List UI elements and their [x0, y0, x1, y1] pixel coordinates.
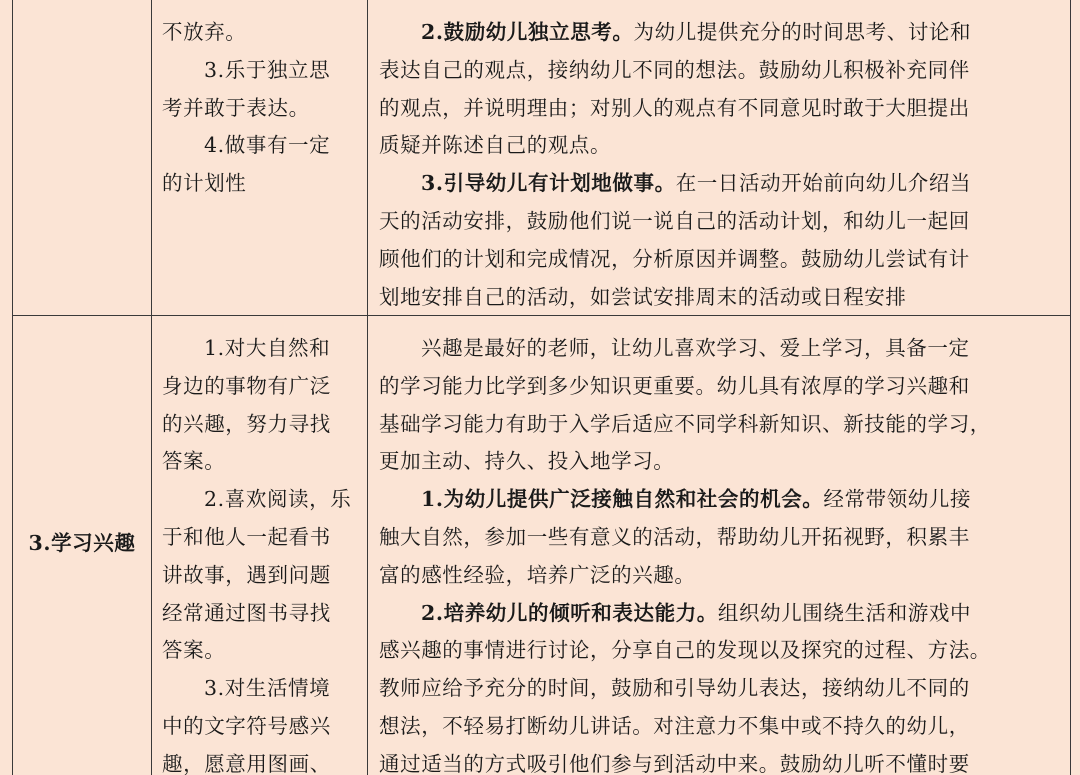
- goals-cell: [152, 316, 368, 775]
- guidance-line: 教师应给予充分的时间，鼓励和引导幼儿表达，接纳幼儿不同的: [379, 676, 970, 701]
- goal-line: 经常通过图书寻找: [162, 600, 331, 625]
- goal-line: 的兴趣，努力寻找: [162, 411, 331, 436]
- goal-line: 3.乐于独立思: [204, 57, 331, 82]
- goal-line: 趣，愿意用图画、: [162, 751, 331, 775]
- guidance-line: 的学习能力比学到多少知识更重要。幼儿具有浓厚的学习兴趣和: [379, 373, 970, 398]
- guidance-cell: [368, 0, 1070, 315]
- goal-line: 身边的事物有广泛: [162, 373, 331, 398]
- goal-line: 答案。: [162, 638, 226, 663]
- guidance-line: 触大自然，参加一些有意义的活动，帮助幼儿开拓视野，积累丰: [379, 524, 970, 549]
- guidance-heading: 2.鼓励幼儿独立思考。: [421, 20, 634, 44]
- dimension-cell: [13, 316, 152, 775]
- goal-line: 于和他人一起看书: [162, 524, 331, 549]
- guidance-line: 更加主动、持久、投入地学习。: [379, 449, 675, 474]
- guidance-line: 想法，不轻易打断幼儿讲话。对注意力不集中或不持久的幼儿，: [379, 713, 970, 738]
- table-row: [13, 315, 1070, 775]
- guidance-table: [12, 0, 1071, 775]
- guidance-heading: 1.为幼儿提供广泛接触自然和社会的机会。: [421, 487, 824, 512]
- goal-line: 不放弃。: [162, 20, 247, 44]
- guidance-line: 感兴趣的事情进行讨论，分享自己的发现以及探究的过程、方法。: [379, 638, 991, 663]
- goals-cell: [152, 0, 368, 315]
- goal-line: 的计划性: [162, 171, 247, 196]
- goal-line: 答案。: [162, 449, 226, 474]
- guidance-heading: 3.引导幼儿有计划地做事。: [421, 171, 676, 196]
- guidance-line: 表达自己的观点，接纳幼儿不同的想法。鼓励幼儿积极补充同伴: [379, 57, 970, 82]
- guidance-line: 富的感性经验，培养广泛的兴趣。: [379, 562, 696, 587]
- guidance-line: 通过适当的方式吸引他们参与到活动中来。鼓励幼儿听不懂时要: [379, 751, 970, 775]
- goal-line: 考并敢于表达。: [162, 95, 310, 120]
- guidance-line: 基础学习能力有助于入学后适应不同学科新知识、新技能的学习，: [379, 411, 991, 436]
- guidance-line: 3.引导幼儿有计划地做事。在一日活动开始前向幼儿介绍当: [421, 171, 972, 196]
- goal-line: 4.做事有一定: [204, 133, 331, 158]
- guidance-line: 的观点，并说明理由；对别人的观点有不同意见时敢于大胆提出: [379, 95, 970, 120]
- guidance-heading: 2.培养幼儿的倾听和表达能力。: [421, 600, 718, 625]
- dimension-cell: [13, 0, 152, 315]
- table-row: [13, 0, 1070, 315]
- guidance-line: 顾他们的计划和完成情况，分析原因并调整。鼓励幼儿尝试有计: [379, 246, 970, 271]
- goal-line: 2.喜欢阅读，乐: [204, 487, 352, 512]
- goal-line: 1.对大自然和: [204, 336, 331, 360]
- goal-line: 3.对生活情境: [204, 676, 331, 701]
- goal-line: 讲故事，遇到问题: [162, 562, 331, 587]
- goal-line: 中的文字符号感兴: [162, 713, 331, 738]
- guidance-line: 质疑并陈述自己的观点。: [379, 133, 612, 158]
- guidance-cell: [368, 316, 1070, 775]
- guidance-line: 1.为幼儿提供广泛接触自然和社会的机会。经常带领幼儿接: [421, 487, 972, 512]
- guidance-line: 2.培养幼儿的倾听和表达能力。组织幼儿围绕生活和游戏中: [421, 600, 972, 625]
- guidance-line: 天的活动安排，鼓励他们说一说自己的活动计划，和幼儿一起回: [379, 208, 970, 233]
- guidance-line: 划地安排自己的活动，如尝试安排周末的活动或日程安排: [379, 284, 907, 309]
- guidance-line: 2.鼓励幼儿独立思考。为幼儿提供充分的时间思考、讨论和: [421, 20, 972, 44]
- dimension-label: 3.学习兴趣: [28, 531, 136, 555]
- guidance-line: 兴趣是最好的老师，让幼儿喜欢学习、爱上学习，具备一定: [421, 336, 970, 360]
